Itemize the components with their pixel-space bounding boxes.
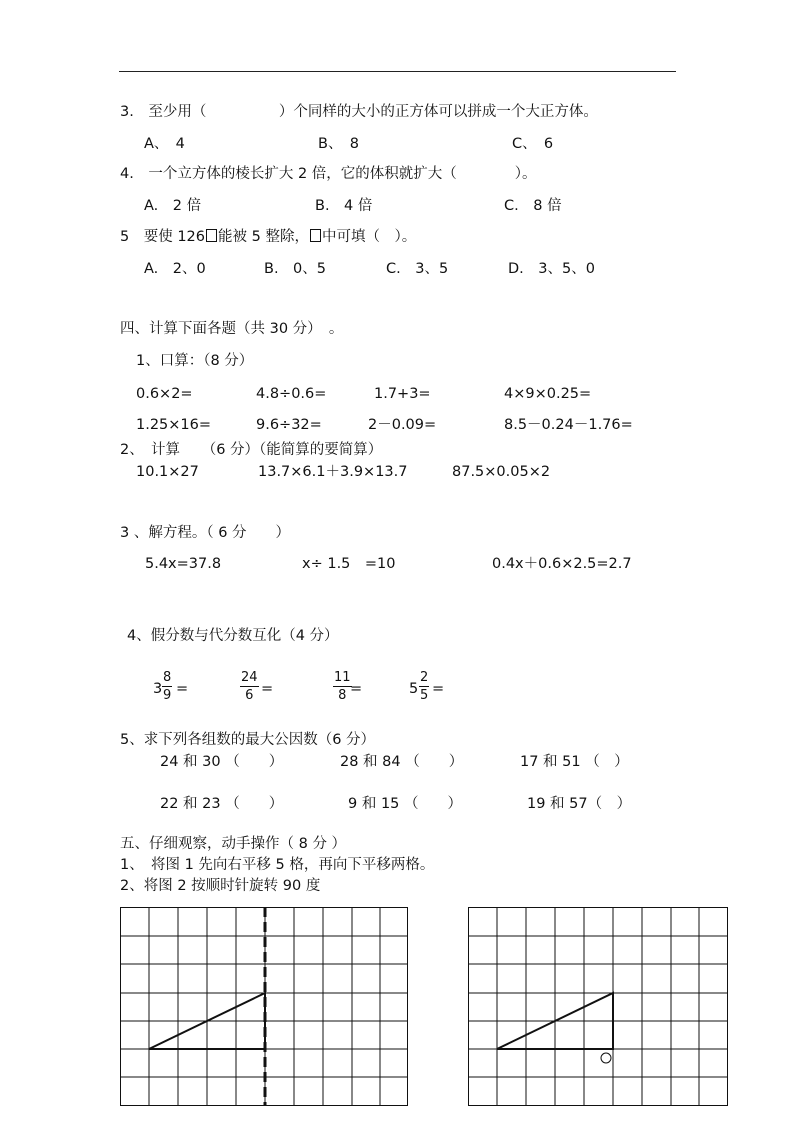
fraction-numerator: 8 [163, 670, 172, 685]
fraction-denominator: 8 [338, 688, 347, 703]
fraction-title: 4、假分数与代分数互化（4 分） [127, 628, 339, 644]
oral-item: 0.6×2= [136, 386, 193, 402]
fraction [333, 671, 352, 703]
calc-item: 87.5×0.05×2 [452, 464, 551, 480]
q3-option-c: C、 6 [512, 136, 554, 152]
fraction-denominator: 6 [245, 688, 254, 703]
rotation-center-circle-icon [601, 1053, 611, 1063]
fraction-whole: 3 [153, 681, 163, 697]
oral-item: 9.6÷32= [256, 417, 322, 433]
oral-title: 1、口算：（8 分） [136, 353, 254, 369]
fraction [419, 671, 429, 703]
oral-item: 1.7+3= [374, 386, 431, 402]
fraction-bar [240, 686, 259, 687]
q3-option-b: B、 8 [318, 136, 359, 152]
blank-box-icon [310, 229, 321, 242]
oral-item: 8.5－0.24－1.76= [504, 417, 633, 433]
equals-sign: = [350, 681, 363, 697]
q4-option-a: A. 2 倍 [144, 198, 202, 214]
gcd-item: 9 和 15 （ ） [348, 796, 463, 812]
fraction [240, 671, 259, 703]
equation-item: 5.4x=37.8 [145, 556, 222, 572]
section4-heading: 四、计算下面各题（共 30 分） 。 [120, 321, 344, 337]
section5-instruction-2: 2、将图 2 按顺时针旋转 90 度 [120, 878, 321, 894]
top-rule [119, 71, 676, 72]
gcd-item: 19 和 57（ ） [527, 796, 632, 812]
gcd-title: 5、求下列各组数的最大公因数（6 分） [120, 732, 376, 748]
equals-sign: = [432, 681, 445, 697]
equation-title: 3 、解方程。（ 6 分 ） [120, 525, 291, 541]
equation-item: 0.4x＋0.6×2.5=2.7 [492, 556, 632, 572]
blank-box-icon [206, 229, 217, 242]
figure-1-grid [120, 907, 409, 1107]
fraction-numerator: 2 [420, 670, 429, 685]
fraction-numerator: 11 [334, 670, 351, 685]
q5-stem-start: 5 要使 126 [120, 229, 206, 245]
equation-item: x÷ 1.5 =10 [302, 556, 396, 572]
q5-option-b: B. 0、5 [264, 261, 327, 277]
q4-option-b: B. 4 倍 [315, 198, 373, 214]
section5-instruction-1: 1、 将图 1 先向右平移 5 格，再向下平移两格。 [120, 857, 435, 873]
gcd-item: 22 和 23 （ ） [160, 796, 284, 812]
q3-stem: 3. 至少用（ ）个同样的大小的正方体可以拼成一个大正方体。 [120, 104, 598, 120]
fraction-bar [419, 686, 429, 687]
q5-stem-middle: 能被 5 整除， [218, 229, 309, 245]
q5-option-d: D. 3、5、0 [508, 261, 595, 277]
oral-item: 4.8÷0.6= [256, 386, 327, 402]
q5-option-c: C. 3、5 [386, 261, 449, 277]
grid-lines [468, 907, 728, 1106]
gcd-item: 17 和 51 （ ） [520, 754, 629, 770]
fraction [162, 671, 172, 703]
calc-title: 2、 计算 （6 分）（能简算的要简算） [120, 442, 383, 458]
equals-sign: = [176, 681, 189, 697]
calc-item: 13.7×6.1＋3.9×13.7 [258, 464, 408, 480]
gcd-item: 28 和 84 （ ） [340, 754, 464, 770]
q5-stem [120, 229, 416, 245]
oral-item: 2－0.09= [368, 417, 437, 433]
section5-heading: 五、仔细观察，动手操作（ 8 分 ） [120, 836, 347, 852]
equals-sign: = [261, 681, 274, 697]
fraction-bar [162, 686, 172, 687]
fraction-numerator: 24 [241, 670, 258, 685]
fraction-whole: 5 [409, 681, 419, 697]
oral-item: 1.25×16= [136, 417, 212, 433]
oral-item: 4×9×0.25= [504, 386, 592, 402]
q5-stem-end: 中可填（ ）。 [321, 229, 417, 245]
calc-item: 10.1×27 [136, 464, 199, 480]
q4-stem: 4. 一个立方体的棱长扩大 2 倍，它的体积就扩大（ ）。 [120, 166, 537, 182]
fraction-bar [333, 686, 352, 687]
q3-option-a: A、 4 [144, 136, 185, 152]
fraction-denominator: 9 [163, 688, 172, 703]
q5-option-a: A. 2、0 [144, 261, 206, 277]
figure-2-grid [468, 907, 729, 1107]
fraction-denominator: 5 [420, 688, 429, 703]
q4-option-c: C. 8 倍 [504, 198, 562, 214]
gcd-item: 24 和 30 （ ） [160, 754, 284, 770]
